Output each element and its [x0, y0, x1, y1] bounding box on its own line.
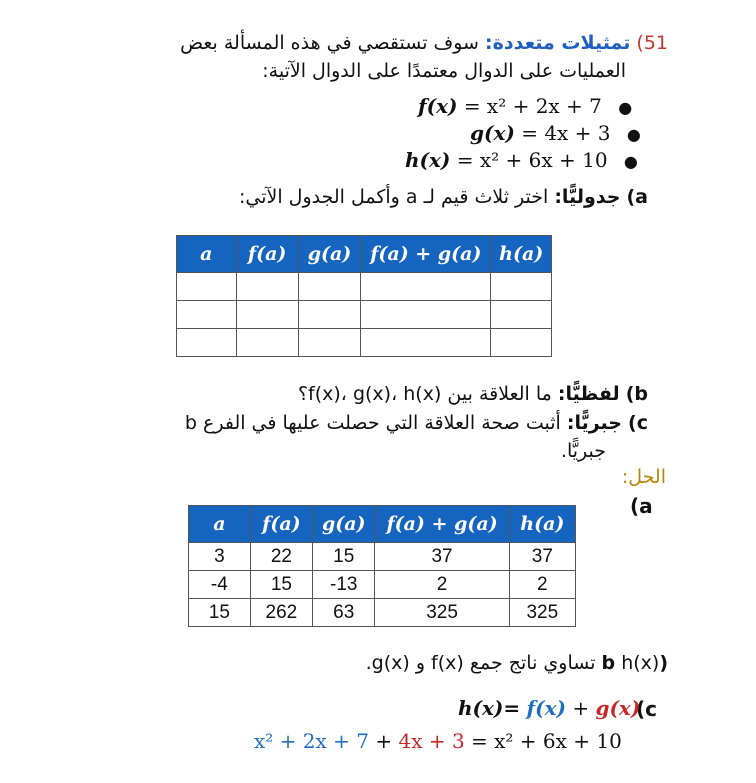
- cell-sum: 325: [375, 599, 509, 627]
- part-c-text-1: أثبت صحة العلاقة التي حصلت عليها في الفرع b: [184, 412, 561, 434]
- cell-a: -4: [189, 571, 251, 599]
- table-row: [177, 329, 552, 357]
- empty-cell[interactable]: [491, 301, 552, 329]
- part-b-label: b): [625, 383, 648, 405]
- solution-c-label: (c: [636, 697, 657, 721]
- table-row: [189, 599, 576, 627]
- part-a-label: a): [626, 186, 648, 208]
- solution-a-label: (a: [630, 494, 653, 518]
- empty-cell[interactable]: [361, 273, 491, 301]
- empty-cell[interactable]: [298, 301, 360, 329]
- function-f: [418, 94, 632, 118]
- cell-f: 262: [250, 599, 312, 627]
- solution-b: [366, 652, 668, 674]
- table-header: f(a) + g(a): [361, 236, 491, 273]
- problem-intro-1: سوف تستقصي في هذه المسألة بعض: [180, 32, 479, 54]
- part-b: [298, 383, 648, 405]
- table-row: [177, 273, 552, 301]
- c2-p2: 4x + 3: [398, 729, 465, 753]
- table-header: g(a): [313, 506, 375, 543]
- table-header: h(a): [509, 506, 575, 543]
- part-a: [239, 186, 648, 208]
- part-c-title: جبريًّا:: [566, 412, 622, 434]
- part-b-text: ما العلاقة بين f(x)، g(x)، h(x)؟: [297, 383, 552, 405]
- c2-plus: +: [375, 729, 393, 753]
- empty-cell[interactable]: [361, 301, 491, 329]
- solution-c-line2: [254, 729, 622, 753]
- empty-cell[interactable]: [298, 273, 360, 301]
- problem-title: تمثيلات متعددة:: [485, 32, 631, 54]
- cell-sum: 2: [375, 571, 509, 599]
- function-f-rhs: = x² + 2x + 7: [463, 94, 602, 118]
- function-h-rhs: = x² + 6x + 10: [456, 148, 608, 172]
- part-a-title: جدوليًّا:: [554, 186, 621, 208]
- empty-cell[interactable]: [177, 301, 237, 329]
- empty-cell[interactable]: [236, 273, 298, 301]
- c-f: f(x): [526, 696, 566, 720]
- function-g-lhs: g(x): [470, 121, 515, 145]
- part-a-text: اختر ثلاث قيم لـ a وأكمل الجدول الآتي:: [238, 186, 549, 208]
- table-header-row: [189, 506, 576, 543]
- table-header: f(a): [250, 506, 312, 543]
- function-f-lhs: f(x): [418, 94, 458, 118]
- function-h-lhs: h(x): [405, 148, 451, 172]
- table-header: g(a): [298, 236, 360, 273]
- bullet-icon: ●: [623, 152, 638, 171]
- c2-p1: x² + 2x + 7: [254, 729, 369, 753]
- part-b-title: لفظيًّا:: [557, 383, 620, 405]
- c-plus: +: [572, 696, 590, 720]
- empty-table: [176, 235, 552, 357]
- part-c: [185, 412, 648, 434]
- solution-table: [188, 505, 576, 627]
- cell-sum: 37: [375, 543, 509, 571]
- cell-a: 15: [189, 599, 251, 627]
- c2-rest: = x² + 6x + 10: [471, 729, 622, 753]
- table-header: f(a): [236, 236, 298, 273]
- empty-cell[interactable]: [491, 273, 552, 301]
- empty-cell[interactable]: [491, 329, 552, 357]
- cell-h: 37: [509, 543, 575, 571]
- solution-b-label: (b: [601, 652, 668, 674]
- function-g: [470, 121, 641, 145]
- table-row: [189, 571, 576, 599]
- solution-label: الحل:: [621, 466, 666, 488]
- table-header: f(a) + g(a): [375, 506, 509, 543]
- problem-header: [180, 32, 668, 54]
- bullet-icon: ●: [618, 98, 633, 117]
- cell-h: 2: [509, 571, 575, 599]
- table-row: [177, 301, 552, 329]
- problem-intro-2: العمليات على الدوال معتمدًا على الدوال الآتية:: [262, 60, 626, 82]
- empty-cell[interactable]: [236, 301, 298, 329]
- cell-f: 15: [250, 571, 312, 599]
- part-c-label: c): [628, 412, 648, 434]
- table-header: h(a): [491, 236, 552, 273]
- empty-cell[interactable]: [177, 329, 237, 357]
- solution-b-text: h(x) تساوي ناتج جمع f(x) و g(x).: [365, 652, 660, 674]
- table-header: a: [189, 506, 251, 543]
- empty-cell[interactable]: [361, 329, 491, 357]
- empty-cell[interactable]: [236, 329, 298, 357]
- c-h: h(x)=: [458, 696, 521, 720]
- cell-g: 15: [313, 543, 375, 571]
- problem-number: 51): [636, 32, 668, 54]
- part-c-text-2: جبريًّا.: [560, 440, 606, 462]
- empty-cell[interactable]: [177, 273, 237, 301]
- solution-c-line1: [458, 696, 640, 720]
- c-g: g(x): [595, 696, 641, 720]
- table-header: a: [177, 236, 237, 273]
- cell-g: -13: [313, 571, 375, 599]
- function-h: [405, 148, 638, 172]
- cell-f: 22: [250, 543, 312, 571]
- function-g-rhs: = 4x + 3: [521, 121, 611, 145]
- cell-g: 63: [313, 599, 375, 627]
- empty-cell[interactable]: [298, 329, 360, 357]
- bullet-icon: ●: [626, 125, 641, 144]
- table-header-row: [177, 236, 552, 273]
- cell-h: 325: [509, 599, 575, 627]
- cell-a: 3: [189, 543, 251, 571]
- table-row: [189, 543, 576, 571]
